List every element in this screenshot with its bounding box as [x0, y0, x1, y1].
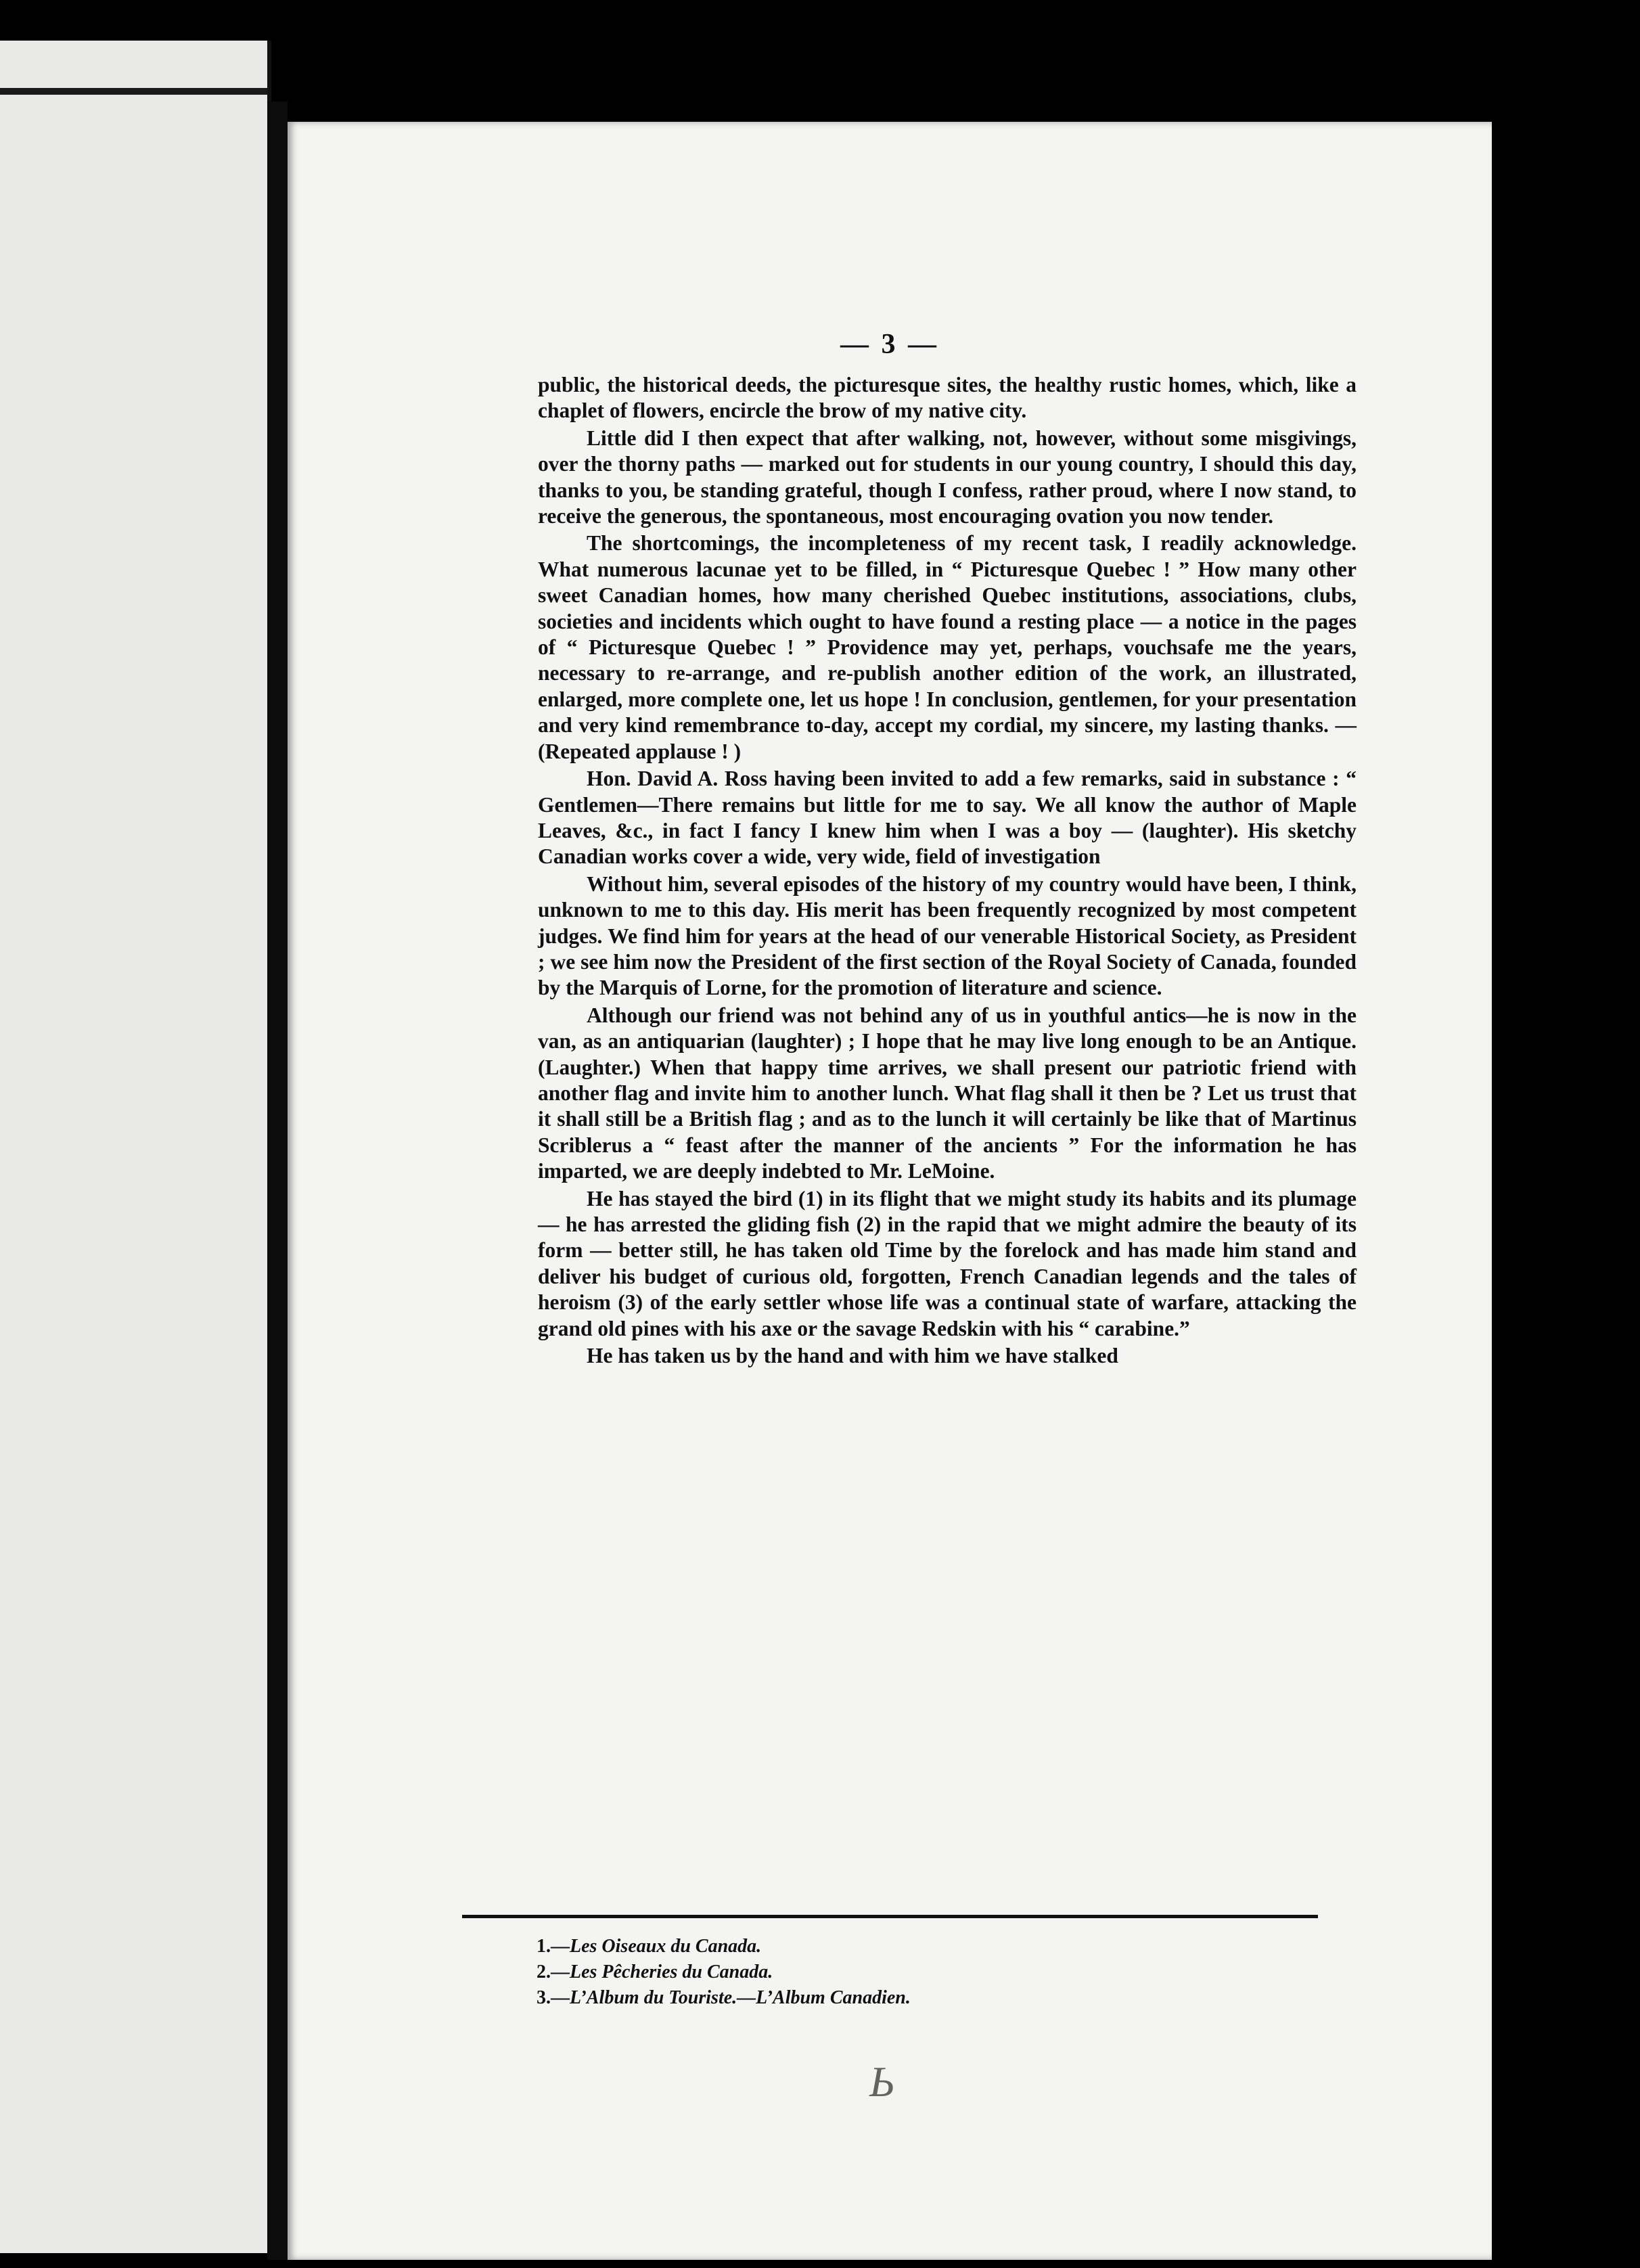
paragraph-1: public, the historical deeds, the picturesque sites, the healthy rustic homes, which, like a chaplet of flowers, encircle the brow of my native city. [538, 373, 1357, 423]
footnote-item [537, 1934, 1348, 1959]
footnote-number: 3.— [537, 1987, 570, 2008]
paragraph-8: He has taken us by the hand and with him we have stalked [587, 1344, 1118, 1368]
paragraph-2: Little did I then expect that after walking, not, however, without some misgivings, over the thorny paths — marked out for students in our young country, I should this day, thanks to you, be standing grateful, though I confess, rather proud, where I now stand, to receive the generous, the spontaneous, most encouraging ovation you now tender. [538, 426, 1357, 528]
footnote-divider [462, 1915, 1318, 1918]
page-body-text [538, 372, 1357, 1369]
paragraph-3: The shortcomings, the incompleteness of my recent task, I readily acknowledge. What numerous lacunae yet to be filled, in “ Picturesque Quebec ! ” How many other sweet Canadian homes, how many cherished Quebec institutions, associations, clubs, societies and incidents which ought to have found a resting place — a notice in the pages of “ Picturesque Quebec ! ” Providence may yet, perhaps, vouchsafe me the years, necessary to re-arrange, and re-publish another edition of the work, an illustrated, enlarged, more complete one, let us hope ! In conclusion, gentlemen, for your presentation and very kind remembrance to-day, accept my cordial, my sincere, my lasting thanks. — (Repeated applause ! ) [538, 531, 1357, 763]
paragraph-5: Without him, several episodes of the history of my country would have been, I think, unknown to me to this day. His merit has been frequently recognized by most competent judges. We find him for years at the head of our venerable Historical Society, as President ; we see him now the President of the first section of the Royal Society of Canada, founded by the Marquis of Lorne, for the promotion of literature and science. [538, 871, 1357, 1000]
book-page [288, 122, 1492, 2260]
footnote-number: 2.— [537, 1961, 570, 1982]
footnotes [537, 1934, 1348, 2011]
paragraph-6: Although our friend was not behind any of us in youthful antics—he is now in the van, as an antiquarian (laughter) ; I hope that he may live long enough to be an Antique. (Laughter.) When that happy time arrives, we shall present our patriotic friend with another flag and invite him to another lunch. What flag shall it then be ? Let us trust that it shall still be a British flag ; and as to the lunch it will certainly be like that of Martinus Scriblerus a “ feast after the manner of the ancients ” For the information he has imparted, we are deeply indebted to Mr. LeMoine. [538, 1003, 1357, 1183]
footnote-text: Les Pêcheries du Canada. [570, 1961, 773, 1982]
paragraph-7: He has stayed the bird (1) in its flight that we might study its habits and its plumage — he has arrested the gliding fish (2) in the rapid that we might admire the beauty of its form — better still, he has taken old Time by the forelock and has made him stand and deliver his budget of curious old, forgotten, French Canadian legends and the tales of heroism (3) of the early settler whose life was a continual state of warfare, attacking the grand old pines with his axe or the savage Redskin with his “ carabine.” [538, 1186, 1357, 1340]
book-binding-gutter [267, 101, 288, 2260]
paragraph-4: Hon. David A. Ross having been invited to add a few remarks, said in substance : “ Gentlemen—There remains but little for me to say. We all know the author of Maple Leaves, &c., in fact I fancy I knew him when I was a boy — (laughter). His sketchy Canadian works cover a wide, very wide, field of investigation [538, 767, 1357, 869]
previous-page-rule [0, 88, 267, 95]
previous-page-edge [0, 41, 271, 2253]
handwritten-mark: Ь [869, 2058, 895, 2106]
footnote-text: L’Album du Touriste.—L’Album Canadien. [570, 1987, 911, 2008]
page-number: — 3 — [840, 329, 939, 360]
footnote-number: 1.— [537, 1936, 570, 1957]
footnote-text: Les Oiseaux du Canada. [570, 1936, 762, 1957]
footnote-item [537, 1959, 1348, 1985]
footnote-item [537, 1985, 1348, 2011]
